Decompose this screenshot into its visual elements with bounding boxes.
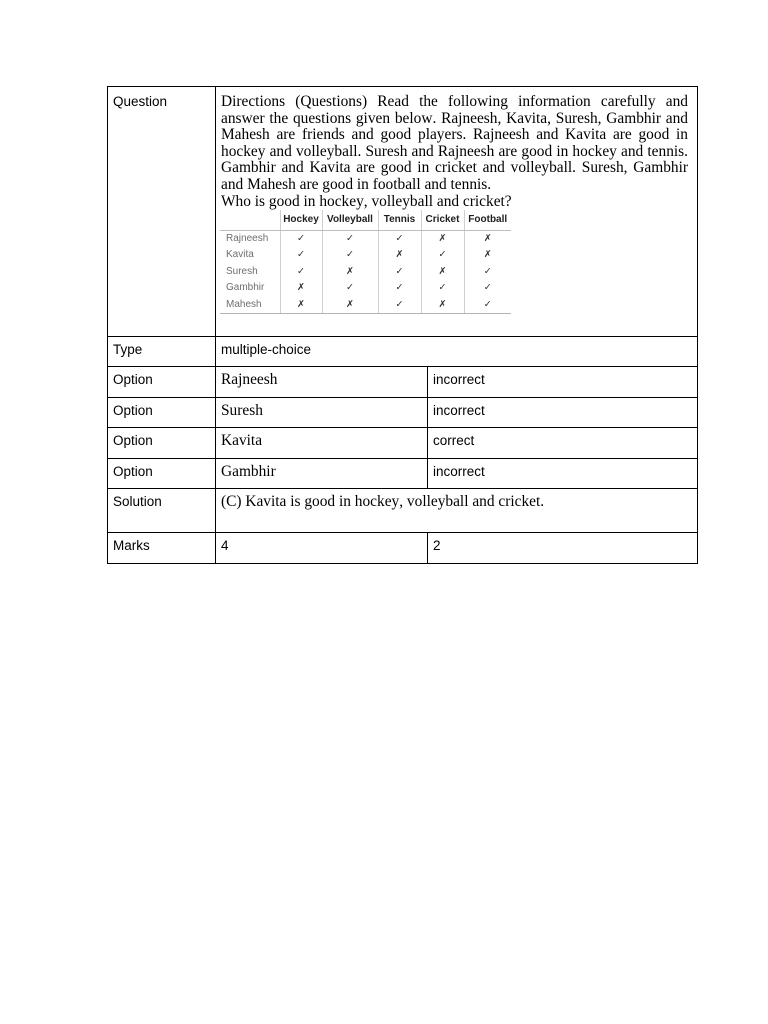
- marks-value: 2: [428, 533, 697, 563]
- option-status: correct: [428, 428, 697, 458]
- sports-table-player-name: Kavita: [226, 249, 254, 261]
- sports-table-mark: ✓: [322, 280, 378, 297]
- question-prompt: Who is good in hockey, volleyball and cricket?: [221, 192, 512, 210]
- sports-table-row: [220, 280, 511, 297]
- option-text: Suresh: [216, 398, 427, 427]
- sports-table-mark: ✗: [378, 247, 421, 264]
- sports-table-mark: ✓: [464, 263, 511, 280]
- option-label: Option: [108, 398, 215, 427]
- sports-table-header-row: [220, 210, 511, 230]
- option-status: incorrect: [428, 398, 697, 427]
- type-label: Type: [108, 337, 215, 366]
- sports-table-mark: ✗: [421, 230, 464, 247]
- marks-value: 4: [216, 533, 427, 563]
- sports-table-mark: ✗: [421, 297, 464, 314]
- sports-table-player-name: Rajneesh: [226, 232, 269, 244]
- sports-table-header-volleyball: Volleyball: [322, 210, 378, 230]
- sports-table-mark: ✗: [464, 247, 511, 264]
- sports-table-mark: ✗: [421, 263, 464, 280]
- sports-table-row: [220, 263, 511, 280]
- question-directions: Directions (Questions) Read the following information carefully and answer the questions given below. Rajneesh, Kavita, Suresh, Gambhir and Mahesh are friends and good players. Rajneesh and Kavita are good in hockey and volleyball. Suresh and Rajneesh are good in hockey and tennis. Gambhir and Kavita are good in cricket and volleyball. Suresh, Gambhir and Mahesh are good in football and tennis.: [221, 93, 688, 193]
- question-label: Question: [108, 87, 215, 336]
- solution-label: Solution: [108, 489, 215, 532]
- sports-table-mark: ✓: [464, 280, 511, 297]
- type-value: multiple-choice: [216, 337, 697, 366]
- sports-table-player-name: Suresh: [226, 265, 258, 277]
- sports-table-corner: [220, 210, 280, 230]
- sports-table-player-name: Mahesh: [220, 297, 280, 314]
- sports-table-mark: ✓: [378, 280, 421, 297]
- marks-label: Marks: [108, 533, 215, 563]
- sports-table-mark: ✓: [421, 280, 464, 297]
- sports-table-header-cricket: Cricket: [421, 210, 464, 230]
- solution-text: (C) Kavita is good in hockey, volleyball and cricket.: [216, 489, 697, 532]
- option-label: Option: [108, 428, 215, 458]
- sports-table-player-name: Gambhir: [226, 282, 265, 294]
- option-status: incorrect: [428, 367, 697, 397]
- sports-table-mark: ✓: [280, 263, 322, 280]
- sports-table-image: [220, 210, 511, 313]
- sports-table-mark: ✓: [322, 230, 378, 247]
- sports-table-mark: ✗: [464, 230, 511, 247]
- sports-table-header-football: Football: [464, 210, 511, 230]
- option-status: incorrect: [428, 459, 697, 488]
- option-label: Option: [108, 459, 215, 488]
- sports-table-row: [220, 230, 511, 247]
- question-table: [107, 86, 698, 564]
- sports-table-mark: ✗: [280, 280, 322, 297]
- sports-table-mark: ✓: [378, 297, 421, 314]
- option-label: Option: [108, 367, 215, 397]
- sports-table-mark: ✗: [322, 263, 378, 280]
- sports-table-mark: ✗: [322, 297, 378, 314]
- sports-table-row: [220, 297, 511, 314]
- sports-table: [220, 210, 511, 313]
- sports-table-mark: ✓: [280, 247, 322, 264]
- sports-table-mark: ✗: [280, 297, 322, 314]
- sports-table-header-tennis: Tennis: [378, 210, 421, 230]
- sports-table-mark: ✓: [378, 230, 421, 247]
- option-text: Rajneesh: [216, 367, 427, 397]
- sports-table-mark: ✓: [421, 247, 464, 264]
- sports-table-header-hockey: Hockey: [280, 210, 322, 230]
- question-content: [216, 87, 697, 336]
- option-text: Kavita: [216, 428, 427, 458]
- sports-table-mark: ✓: [464, 297, 511, 314]
- sports-table-mark: ✓: [280, 230, 322, 247]
- sports-table-row: [220, 247, 511, 264]
- option-text: Gambhir: [216, 459, 427, 488]
- sports-table-mark: ✓: [322, 247, 378, 264]
- sports-table-mark: ✓: [378, 263, 421, 280]
